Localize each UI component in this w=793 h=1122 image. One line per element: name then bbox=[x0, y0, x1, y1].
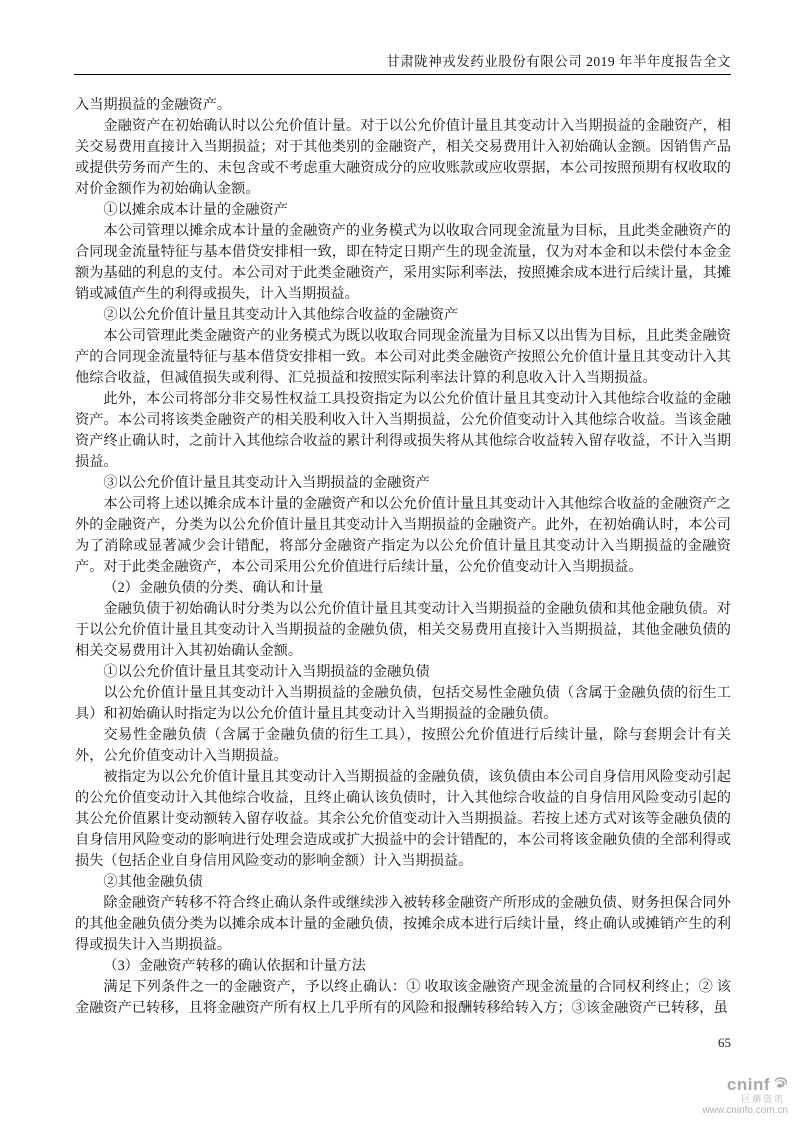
paragraph: 本公司将上述以摊余成本计量的金融资产和以公允价值计量且其变动计入其他综合收益的金融资产之外的金融资产，分类为以公允价值计量且其变动计入当期损益的金融资产。此外，在初始确认时，本公司为了消除或显著减少会计错配，将部分金融资产指定为以公允价值计量且其变动计入当期损益的金融资产。对于此类金融资产，本公司采用公允价值进行后续计量，公允价值变动计入当期损益。 bbox=[75, 496, 731, 575]
cninfo-swirl-icon bbox=[771, 1076, 788, 1093]
paragraph: ②以公允价值计量且其变动计入其他综合收益的金融资产 bbox=[103, 307, 459, 323]
page-header-title: 甘肃陇神戎发药业股份有限公司 2019 年半年度报告全文 bbox=[386, 54, 731, 69]
paragraph: 交易性金融负债（含属于金融负债的衍生工具），按照公允价值进行后续计量，除与套期会计有关外，公允价值变动计入当期损益。 bbox=[75, 727, 731, 764]
paragraph: 金融资产在初始确认时以公允价值计量。对于以公允价值计量且其变动计入当期损益的金融资产，相关交易费用直接计入当期损益；对于其他类别的金融资产，相关交易费用计入初始确认金额。因销售产品或提供劳务而产生的、未包含或不考虑重大融资成分的应收账款或应收票据，本公司按照预期有权收取的对价金额作为初始确认金额。 bbox=[75, 118, 731, 197]
paragraph: 除金融资产转移不符合终止确认条件或继续涉入被转移金融资产所形成的金融负债、财务担保合同外的其他金融负债分类为以摊余成本计量的金融负债，按摊余成本进行后续计量，终止确认或摊销产生的利得或损失计入当期损益。 bbox=[75, 895, 731, 953]
paragraph: 被指定为以公允价值计量且其变动计入当期损益的金融负债，该负债由本公司自身信用风险变动引起的公允价值变动计入其他综合收益，且终止确认该负债时，计入其他综合收益的自身信用风险变动引起的其公允价值累计变动额转入留存收益。其余公允价值变动计入当期损益。若按上述方式对该等金融负债的自身信用风险变动的影响进行处理会造成或扩大损益中的会计错配的，本公司将该金融负债的全部利得或损失（包括企业自身信用风险变动的影响金额）计入当期损益。 bbox=[75, 769, 731, 869]
document-body bbox=[75, 95, 731, 1019]
paragraph: 满足下列条件之一的金融资产，予以终止确认：① 收取该金融资产现金流量的合同权利终止；② 该金融资产已转移，且将金融资产所有权上几乎所有的风险和报酬转移给转入方；③该金融资产已转移，虽 bbox=[75, 979, 731, 1016]
page-number: 65 bbox=[718, 1035, 731, 1050]
cninfo-logo bbox=[678, 1076, 788, 1117]
paragraph: （2）金融负债的分类、确认和计量 bbox=[103, 580, 324, 596]
paragraph: ①以摊余成本计量的金融资产 bbox=[103, 202, 288, 218]
paragraph: 金融负债于初始确认时分类为以公允价值计量且其变动计入当期损益的金融负债和其他金融负债。对于以公允价值计量且其变动计入当期损益的金融负债，相关交易费用直接计入当期损益，其他金融负债的相关交易费用计入其初始确认金额。 bbox=[75, 601, 731, 659]
cninfo-url: www.cninfo.com.cn bbox=[702, 1105, 788, 1117]
header-divider bbox=[74, 74, 731, 75]
paragraph: ②其他金融负债 bbox=[103, 874, 203, 890]
paragraph: 本公司管理以摊余成本计量的金融资产的业务模式为以收取合同现金流量为目标，且此类金融资产的合同现金流量特征与基本借贷安排相一致，即在特定日期产生的现金流量，仅为对本金和以未偿付本金金额为基础的利息的支付。本公司对于此类金融资产，采用实际利率法，按照摊余成本进行后续计量，其摊销或减值产生的利得或损失，计入当期损益。 bbox=[75, 223, 731, 302]
cninfo-chinese-name: 巨潮资讯 bbox=[740, 1093, 785, 1104]
paragraph: （3）金融资产转移的确认依据和计量方法 bbox=[103, 958, 366, 974]
cninfo-brand-text: cninf bbox=[726, 1075, 770, 1094]
paragraph: ③以公允价值计量且其变动计入当期损益的金融资产 bbox=[103, 475, 430, 491]
paragraph: ①以公允价值计量且其变动计入当期损益的金融负债 bbox=[103, 664, 430, 680]
paragraph: 以公允价值计量且其变动计入当期损益的金融负债，包括交易性金融负债（含属于金融负债的衍生工具）和初始确认时指定为以公允价值计量且其变动计入当期损益的金融负债。 bbox=[75, 685, 731, 722]
paragraph: 此外，本公司将部分非交易性权益工具投资指定为以公允价值计量且其变动计入其他综合收益的金融资产。本公司将该类金融资产的相关股利收入计入当期损益，公允价值变动计入其他综合收益。当该金融资产终止确认时，之前计入其他综合收益的累计利得或损失将从其他综合收益转入留存收益，不计入当期损益。 bbox=[75, 391, 731, 470]
paragraph: 本公司管理此类金融资产的业务模式为既以收取合同现金流量为目标又以出售为目标，且此类金融资产的合同现金流量特征与基本借贷安排相一致。本公司对此类金融资产按照公允价值计量且其变动计入其他综合收益，但减值损失或利得、汇兑损益和按照实际利率法计算的利息收入计入当期损益。 bbox=[75, 328, 731, 386]
paragraph: 入当期损益的金融资产。 bbox=[75, 97, 232, 113]
